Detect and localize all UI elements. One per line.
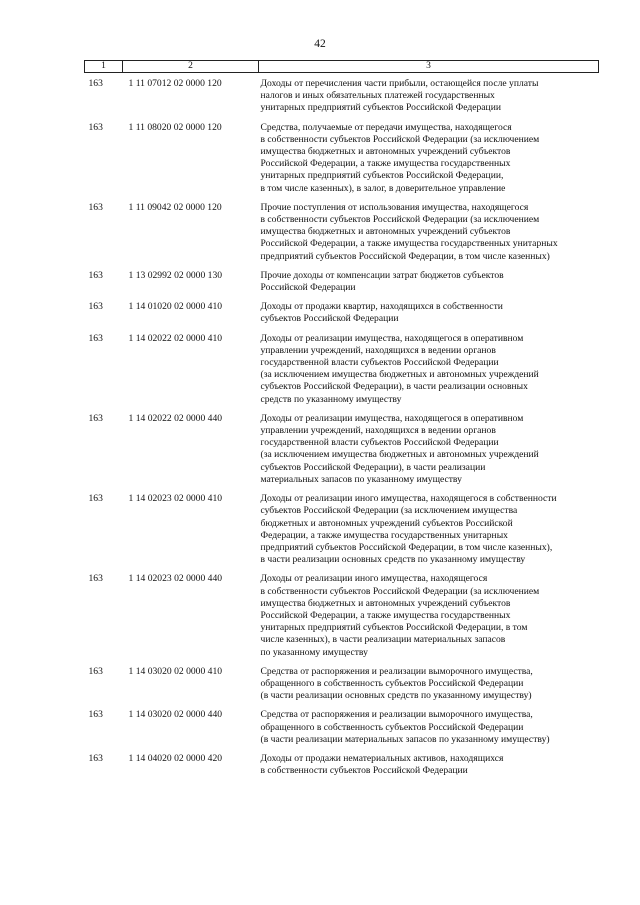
revenue-code-cell: 1 14 03020 02 0000 410 (128, 665, 223, 677)
table-row (85, 73, 599, 115)
revenue-name-line: Прочие доходы от компенсации затрат бюджетов субъектов (260, 269, 504, 281)
admin-code-cell: 163 (88, 493, 103, 505)
table-row (85, 115, 599, 195)
revenue-name-cell (259, 195, 599, 263)
revenue-name-line: Доходы от реализации иного имущества, находящегося в собственности (260, 493, 557, 505)
revenue-name-cell (259, 263, 599, 294)
table-row (85, 486, 599, 566)
column-header-2: 2 (123, 61, 259, 73)
revenue-name-cell (259, 486, 599, 566)
admin-code-cell: 163 (88, 301, 103, 313)
revenue-name-line: субъектов Российской Федерации), в части реализации основных (260, 381, 528, 393)
revenue-name-line: унитарных предприятий субъектов Российской Федерации (260, 102, 501, 114)
revenue-name-line: бюджетных и автономных учреждений субъектов Российской (260, 517, 513, 529)
revenue-name-cell (259, 566, 599, 658)
revenue-name-line: предприятий субъектов Российской Федерации, в том числе казенных) (260, 250, 550, 262)
revenue-name-cell (259, 659, 599, 703)
admin-code-cell: 163 (88, 752, 103, 764)
revenue-codes-table (84, 60, 599, 777)
revenue-name-line: Доходы от реализации иного имущества, находящегося (260, 573, 488, 585)
page-number: 42 (314, 38, 326, 50)
admin-code-cell: 163 (88, 665, 103, 677)
table-body (85, 73, 599, 778)
admin-code-cell: 163 (88, 269, 103, 281)
revenue-name-line: налогов и иных обязательных платежей государственных (260, 90, 495, 102)
revenue-name-line: унитарных предприятий субъектов Российской Федерации, (260, 170, 504, 182)
column-header-1: 1 (85, 61, 123, 73)
revenue-name-line: Российской Федерации, а также имущества государственных (260, 158, 511, 170)
revenue-name-line: управлении учреждений, находящихся в ведении органов (260, 344, 496, 356)
revenue-name-line: государственной власти субъектов Российской Федерации (260, 357, 499, 369)
revenue-name-line: в собственности субъектов Российской Федерации (за исключением (260, 133, 540, 145)
revenue-name-line: Средства, получаемые от передачи имущества, находящегося (260, 121, 512, 133)
revenue-code-cell: 1 14 02022 02 0000 440 (128, 412, 223, 424)
admin-code-cell: 163 (88, 332, 103, 344)
table-row (85, 702, 599, 746)
revenue-name-cell (259, 406, 599, 486)
revenue-name-cell (259, 326, 599, 406)
revenue-name-line: Российской Федерации (260, 282, 356, 294)
revenue-name-line: в собственности субъектов Российской Федерации (260, 765, 468, 777)
revenue-name-line: имущества бюджетных и автономных учреждений субъектов (260, 146, 511, 158)
revenue-name-line: Доходы от реализации имущества, находящегося в оперативном (260, 332, 524, 344)
revenue-code-cell: 1 14 02022 02 0000 410 (128, 332, 223, 344)
revenue-name-line: Российской Федерации, а также имущества государственных унитарных (260, 238, 558, 250)
admin-code-cell: 163 (88, 412, 103, 424)
revenue-code-cell: 1 14 03020 02 0000 440 (128, 709, 223, 721)
revenue-name-line: Прочие поступления от использования имущества, находящегося (260, 201, 529, 213)
column-header-3: 3 (259, 61, 599, 73)
revenue-name-line: унитарных предприятий субъектов Российской Федерации, в том (260, 622, 528, 634)
revenue-name-line: обращенного в собственность субъектов Российской Федерации (260, 677, 524, 689)
revenue-name-cell (259, 294, 599, 325)
revenue-code-cell: 1 13 02992 02 0000 130 (128, 269, 223, 281)
revenue-name-line: числе казенных), в части реализации материальных запасов (260, 634, 506, 646)
revenue-name-line: субъектов Российской Федерации (260, 313, 399, 325)
revenue-name-cell (259, 73, 599, 115)
revenue-name-line: (в части реализации материальных запасов по указанному имуществу) (260, 733, 550, 745)
revenue-name-line: в том числе казенных), в залог, в доверительное управление (260, 182, 506, 194)
admin-code-cell: 163 (88, 709, 103, 721)
admin-code-cell: 163 (88, 78, 103, 89)
revenue-name-line: Доходы от продажи квартир, находящихся в собственности (260, 301, 503, 313)
revenue-name-line: обращенного в собственность субъектов Российской Федерации (260, 721, 524, 733)
table-row (85, 659, 599, 703)
table-row (85, 406, 599, 486)
revenue-name-line: предприятий субъектов Российской Федерации, в том числе казенных), (260, 541, 553, 553)
revenue-name-line: субъектов Российской Федерации), в части реализации (260, 461, 486, 473)
revenue-code-cell: 1 11 07012 02 0000 120 (128, 78, 222, 89)
revenue-code-cell: 1 14 02023 02 0000 410 (128, 493, 223, 505)
revenue-name-line: в собственности субъектов Российской Федерации (за исключением (260, 585, 540, 597)
table-row (85, 746, 599, 777)
revenue-name-line: материальных запасов по указанному имуществу (260, 473, 462, 485)
revenue-name-line: Доходы от реализации имущества, находящегося в оперативном (260, 412, 524, 424)
revenue-name-cell (259, 702, 599, 746)
table-row (85, 263, 599, 294)
revenue-name-line: Федерации, а также имущества государственных унитарных (260, 529, 508, 541)
revenue-name-line: (в части реализации основных средств по указанному имуществу) (260, 690, 532, 702)
revenue-name-line: имущества бюджетных и автономных учреждений субъектов (260, 597, 511, 609)
table-header (85, 61, 599, 73)
revenue-name-line: Российской Федерации, а также имущества государственных (260, 609, 511, 621)
table-row (85, 294, 599, 325)
revenue-name-line: Средства от распоряжения и реализации выморочного имущества, (260, 665, 533, 677)
revenue-name-line: в части реализации основных средств по указанному имуществу (260, 554, 526, 566)
revenue-name-line: Средства от распоряжения и реализации выморочного имущества, (260, 709, 533, 721)
revenue-name-cell (259, 746, 599, 777)
revenue-name-line: по указанному имуществу (260, 646, 368, 658)
revenue-name-cell (259, 115, 599, 195)
revenue-name-line: государственной власти субъектов Российской Федерации (260, 437, 499, 449)
revenue-code-cell: 1 14 02023 02 0000 440 (128, 573, 223, 585)
revenue-name-line: субъектов Российской Федерации (за исключением имущества (260, 505, 518, 517)
revenue-name-line: (за исключением имущества бюджетных и автономных учреждений (260, 449, 539, 461)
admin-code-cell: 163 (88, 201, 103, 213)
revenue-name-line: в собственности субъектов Российской Федерации (за исключением (260, 214, 540, 226)
table-row (85, 566, 599, 658)
revenue-code-cell: 1 11 09042 02 0000 120 (128, 201, 222, 213)
revenue-name-line: средств по указанному имуществу (260, 393, 402, 405)
revenue-name-line: управлении учреждений, находящихся в ведении органов (260, 425, 496, 437)
table-row (85, 326, 599, 406)
revenue-code-cell: 1 11 08020 02 0000 120 (128, 121, 222, 133)
table-row (85, 195, 599, 263)
revenue-name-line: имущества бюджетных и автономных учреждений субъектов (260, 226, 511, 238)
admin-code-cell: 163 (88, 573, 103, 585)
revenue-code-cell: 1 14 01020 02 0000 410 (128, 301, 223, 313)
revenue-name-line: Доходы от перечисления части прибыли, остающейся после уплаты (260, 78, 539, 89)
revenue-name-line: (за исключением имущества бюджетных и автономных учреждений (260, 369, 539, 381)
revenue-name-line: Доходы от продажи нематериальных активов, находящихся (260, 752, 504, 764)
admin-code-cell: 163 (88, 121, 103, 133)
revenue-code-cell: 1 14 04020 02 0000 420 (128, 752, 223, 764)
